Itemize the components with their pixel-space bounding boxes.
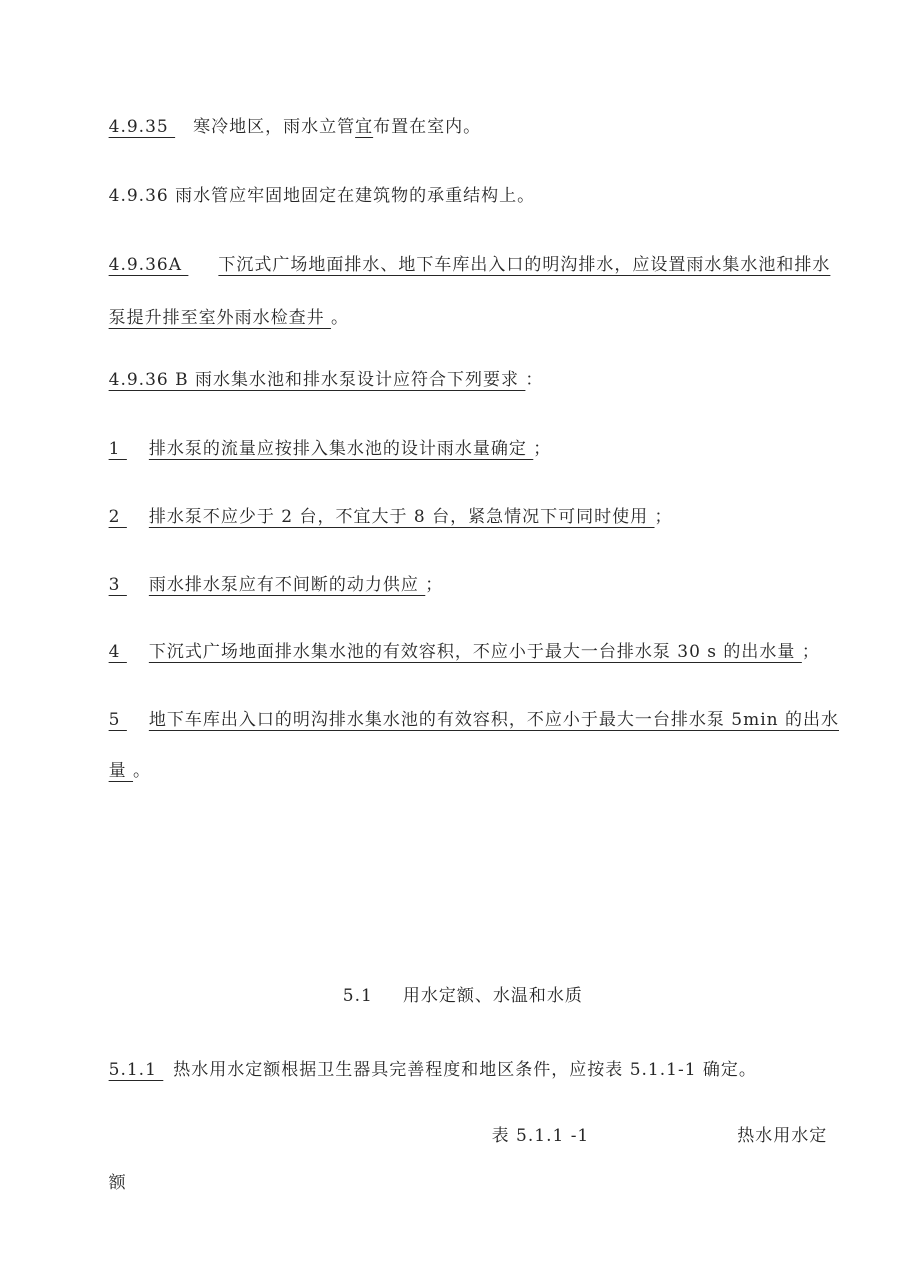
- item-text-underlined: 排水泵不应少于 2 台，不宜大于 8 台，紧急情况下可同时使用: [148, 507, 655, 527]
- punctuation: 。: [331, 308, 350, 328]
- clause-number: 5.1.1: [108, 1060, 164, 1080]
- punctuation: 。: [133, 761, 152, 781]
- revision-underlined-text: 宜: [355, 117, 374, 137]
- clause-4-9-36: [83, 157, 535, 235]
- table-title-continued: 额: [108, 1173, 127, 1193]
- clause-text: 布置在室内。: [373, 117, 482, 137]
- table-number: 表 5.1.1 -1: [491, 1126, 590, 1146]
- table-title: 热水用水定: [737, 1126, 828, 1146]
- clause-text-underlined: 下沉式广场地面排水、地下车库出入口的明沟排水，应设置雨水集水池和排水: [218, 255, 831, 275]
- gap: [127, 656, 149, 657]
- gap: [589, 1140, 737, 1141]
- list-item-4: [83, 613, 820, 691]
- clause-text: 寒冷地区，雨水立管: [193, 117, 356, 137]
- list-item-5-line1: [83, 681, 839, 759]
- list-item-2: [83, 478, 673, 556]
- item-text-underlined: 排水泵的流量应按排入集水池的设计雨水量确定: [148, 439, 534, 459]
- item-number: 3: [108, 575, 127, 595]
- item-number: 5: [108, 710, 127, 730]
- gap: [373, 1000, 403, 1001]
- clause-number: 4.9.35: [108, 117, 176, 137]
- section-heading-5-1: [0, 957, 900, 1035]
- clause-4-9-35: [83, 88, 481, 166]
- clause-text-underlined: 4.9.36 B 雨水集水池和排水泵设计应符合下列要求: [108, 370, 526, 390]
- item-number: 1: [108, 439, 127, 459]
- item-number: 2: [108, 507, 127, 527]
- item-text-underlined: 量: [108, 761, 134, 781]
- clause-text: 4.9.36 雨水管应牢固地固定在建筑物的承重结构上。: [108, 186, 536, 206]
- clause-number: 4.9.36A: [108, 255, 189, 275]
- gap: [127, 724, 149, 725]
- clause-4-9-36b: [83, 341, 543, 419]
- clause-text-underlined: 泵提升排至室外雨水检查井: [108, 308, 332, 328]
- list-item-1: [83, 410, 551, 488]
- section-number: 5.1: [342, 986, 373, 1006]
- list-item-5-line2: [83, 732, 151, 810]
- clause-text: 热水用水定额根据卫生器具完善程度和地区条件，应按表 5.1.1-1 确定。: [173, 1060, 757, 1080]
- punctuation: ；: [801, 642, 820, 662]
- punctuation: ；: [533, 439, 552, 459]
- punctuation: ；: [425, 575, 444, 595]
- item-number: 4: [108, 642, 127, 662]
- gap: [127, 521, 149, 522]
- gap: [163, 1074, 173, 1075]
- punctuation: ：: [525, 370, 544, 390]
- item-text-underlined: 雨水排水泵应有不间断的动力供应: [148, 575, 426, 595]
- item-text-underlined: 地下车库出入口的明沟排水集水池的有效容积，不应小于最大一台排水泵 5min 的出水: [148, 710, 839, 730]
- gap: [188, 269, 218, 270]
- gap: [127, 453, 149, 454]
- punctuation: ；: [654, 507, 673, 527]
- section-title: 用水定额、水温和水质: [402, 986, 583, 1006]
- gap: [175, 131, 193, 132]
- table-caption-line2: [83, 1144, 127, 1222]
- gap: [127, 589, 149, 590]
- item-text-underlined: 下沉式广场地面排水集水池的有效容积，不应小于最大一台排水泵 30 s 的出水量: [148, 642, 802, 662]
- table-caption-line1: [466, 1097, 827, 1175]
